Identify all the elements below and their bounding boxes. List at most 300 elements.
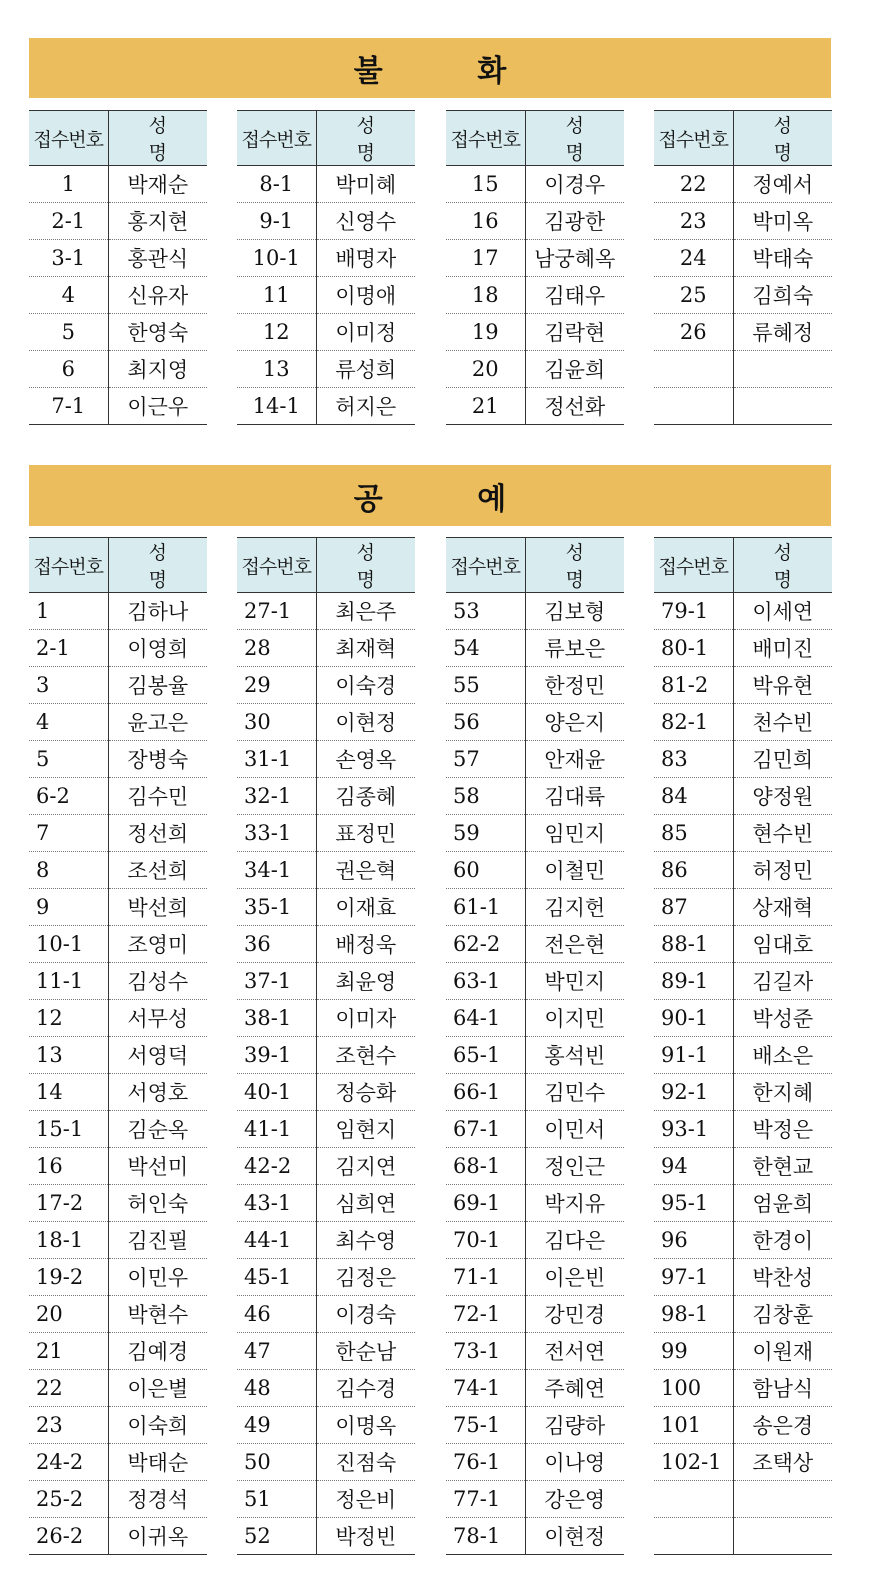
table-row: [446, 1444, 624, 1481]
bulhwa-table-2: [237, 110, 415, 425]
applicant-name: 서영덕: [108, 1037, 207, 1074]
table-row: [29, 1444, 207, 1481]
table-row: [446, 704, 624, 741]
receipt-number: 46: [237, 1296, 316, 1333]
applicant-name: 박정은: [733, 1111, 832, 1148]
table-row: [237, 1333, 415, 1370]
table-row: [237, 1444, 415, 1481]
table-row: [29, 1000, 207, 1037]
applicant-name: 송은경: [733, 1407, 832, 1444]
table-row: [654, 889, 832, 926]
table-row: [654, 1518, 832, 1555]
receipt-number: 10-1: [237, 240, 316, 277]
table-row: [446, 1148, 624, 1185]
applicant-name: 이세연: [733, 593, 832, 630]
applicant-name: 박지유: [525, 1185, 624, 1222]
applicant-name: 양정원: [733, 778, 832, 815]
applicant-name: 박찬성: [733, 1259, 832, 1296]
table-row: [237, 778, 415, 815]
table-row: [29, 203, 207, 240]
receipt-number: 11-1: [29, 963, 108, 1000]
applicant-name: 김수경: [316, 1370, 415, 1407]
table-row: [446, 815, 624, 852]
receipt-number: 1: [29, 593, 108, 630]
applicant-name: 강민경: [525, 1296, 624, 1333]
header-receipt-number: 접수번호: [654, 111, 733, 166]
receipt-number: 84: [654, 778, 733, 815]
table-row: [654, 1185, 832, 1222]
applicant-name: 김성수: [108, 963, 207, 1000]
receipt-number: 26: [654, 314, 733, 351]
applicant-name: 김량하: [525, 1407, 624, 1444]
table-row: [654, 203, 832, 240]
applicant-name: 엄윤희: [733, 1185, 832, 1222]
applicant-name: 박재순: [108, 166, 207, 203]
bulhwa-table-1: [29, 110, 207, 425]
receipt-number: 16: [29, 1148, 108, 1185]
receipt-number: 24: [654, 240, 733, 277]
table-row: [29, 1333, 207, 1370]
table-row: [446, 852, 624, 889]
receipt-number: 47: [237, 1333, 316, 1370]
receipt-number: 18-1: [29, 1222, 108, 1259]
applicant-name: 정선화: [525, 388, 624, 425]
applicant-name: 김창훈: [733, 1296, 832, 1333]
table-row: [654, 240, 832, 277]
table-row: [446, 277, 624, 314]
applicant-name: 안재윤: [525, 741, 624, 778]
applicant-name: 한영숙: [108, 314, 207, 351]
receipt-number: 1: [29, 166, 108, 203]
receipt-number: 22: [654, 166, 733, 203]
receipt-number: 8: [29, 852, 108, 889]
table-row: [237, 1037, 415, 1074]
table-row: [654, 667, 832, 704]
receipt-number: 68-1: [446, 1148, 525, 1185]
table-row: [29, 1222, 207, 1259]
applicant-name: 김지헌: [525, 889, 624, 926]
header-name: 성 명: [525, 111, 624, 166]
applicant-name: 박미혜: [316, 166, 415, 203]
table-row: [29, 1407, 207, 1444]
table-row: [446, 1370, 624, 1407]
table-row: [237, 166, 415, 203]
receipt-number: 62-2: [446, 926, 525, 963]
applicant-name: 김정은: [316, 1259, 415, 1296]
receipt-number: 11: [237, 277, 316, 314]
receipt-number: 23: [654, 203, 733, 240]
receipt-number: 80-1: [654, 630, 733, 667]
receipt-number: 59: [446, 815, 525, 852]
applicant-name: 김윤희: [525, 351, 624, 388]
table-row: [29, 1481, 207, 1518]
table-row: [446, 351, 624, 388]
receipt-number: 15-1: [29, 1111, 108, 1148]
table-row: [446, 963, 624, 1000]
table-row: [654, 852, 832, 889]
receipt-number: 72-1: [446, 1296, 525, 1333]
receipt-number: 14-1: [237, 388, 316, 425]
table-row: [654, 741, 832, 778]
header-name: 성 명: [108, 111, 207, 166]
table-row: [29, 1037, 207, 1074]
receipt-number: 5: [29, 314, 108, 351]
applicant-name: 이민우: [108, 1259, 207, 1296]
receipt-number: 40-1: [237, 1074, 316, 1111]
applicant-name: [733, 351, 832, 388]
applicant-name: 박현수: [108, 1296, 207, 1333]
table-row: [446, 1407, 624, 1444]
receipt-number: 49: [237, 1407, 316, 1444]
receipt-number: 17: [446, 240, 525, 277]
receipt-number: 4: [29, 277, 108, 314]
applicant-name: 김순옥: [108, 1111, 207, 1148]
gongye-table-1: [29, 537, 207, 1555]
receipt-number: 57: [446, 741, 525, 778]
table-row: [446, 667, 624, 704]
receipt-number: 15: [446, 166, 525, 203]
header-receipt-number: 접수번호: [29, 538, 108, 593]
receipt-number: 20: [446, 351, 525, 388]
table-row: [237, 351, 415, 388]
receipt-number: 38-1: [237, 1000, 316, 1037]
applicant-name: 조선희: [108, 852, 207, 889]
applicant-name: 정경석: [108, 1481, 207, 1518]
table-row: [446, 778, 624, 815]
receipt-number: 37-1: [237, 963, 316, 1000]
receipt-number: 9: [29, 889, 108, 926]
table-row: [29, 1296, 207, 1333]
applicant-name: 홍지현: [108, 203, 207, 240]
applicant-name: 김민수: [525, 1074, 624, 1111]
applicant-name: 김보형: [525, 593, 624, 630]
applicant-name: 이경우: [525, 166, 624, 203]
applicant-name: 류혜정: [733, 314, 832, 351]
applicant-name: 이경숙: [316, 1296, 415, 1333]
table-row: [237, 388, 415, 425]
table-row: [237, 1259, 415, 1296]
receipt-number: 92-1: [654, 1074, 733, 1111]
header-receipt-number: 접수번호: [29, 111, 108, 166]
table-row: [654, 277, 832, 314]
applicant-name: 허정민: [733, 852, 832, 889]
receipt-number: 6: [29, 351, 108, 388]
receipt-number: 22: [29, 1370, 108, 1407]
table-row: [446, 1000, 624, 1037]
receipt-number: 34-1: [237, 852, 316, 889]
table-row: [29, 277, 207, 314]
applicant-name: 이원재: [733, 1333, 832, 1370]
receipt-number: 55: [446, 667, 525, 704]
table-row: [29, 166, 207, 203]
table-row: [654, 1148, 832, 1185]
applicant-name: 박선희: [108, 889, 207, 926]
applicant-name: 허인숙: [108, 1185, 207, 1222]
applicant-name: 최수영: [316, 1222, 415, 1259]
table-row: [654, 815, 832, 852]
applicant-name: 서무성: [108, 1000, 207, 1037]
bulhwa-table-3: [446, 110, 624, 425]
receipt-number: 66-1: [446, 1074, 525, 1111]
receipt-number: 44-1: [237, 1222, 316, 1259]
table-row: [29, 704, 207, 741]
receipt-number: 41-1: [237, 1111, 316, 1148]
table-row: [237, 1518, 415, 1555]
table-row: [654, 1333, 832, 1370]
table-row: [237, 203, 415, 240]
receipt-number: 90-1: [654, 1000, 733, 1037]
receipt-number: 8-1: [237, 166, 316, 203]
header-row: [654, 111, 832, 166]
table-row: [654, 1000, 832, 1037]
table-row: [237, 963, 415, 1000]
table-row: [654, 1296, 832, 1333]
receipt-number: 99: [654, 1333, 733, 1370]
applicant-name: 이미자: [316, 1000, 415, 1037]
receipt-number: 20: [29, 1296, 108, 1333]
applicant-name: 천수빈: [733, 704, 832, 741]
receipt-number: 33-1: [237, 815, 316, 852]
applicant-name: 주혜연: [525, 1370, 624, 1407]
receipt-number: 83: [654, 741, 733, 778]
header-receipt-number: 접수번호: [446, 538, 525, 593]
applicant-name: 이명애: [316, 277, 415, 314]
table-row: [237, 277, 415, 314]
header-name: 성 명: [108, 538, 207, 593]
header-name: 성 명: [316, 111, 415, 166]
table-row: [654, 1074, 832, 1111]
receipt-number: 27-1: [237, 593, 316, 630]
applicant-name: 허지은: [316, 388, 415, 425]
table-row: [237, 240, 415, 277]
applicant-name: 박성준: [733, 1000, 832, 1037]
table-row: [446, 1185, 624, 1222]
applicant-name: 이은빈: [525, 1259, 624, 1296]
table-row: [654, 630, 832, 667]
receipt-number: 61-1: [446, 889, 525, 926]
applicant-name: 한정민: [525, 667, 624, 704]
applicant-name: [733, 388, 832, 425]
applicant-name: 최윤영: [316, 963, 415, 1000]
applicant-name: 강은영: [525, 1481, 624, 1518]
table-row: [446, 388, 624, 425]
applicant-name: 서영호: [108, 1074, 207, 1111]
applicant-name: 조택상: [733, 1444, 832, 1481]
table-row: [654, 388, 832, 425]
table-row: [654, 1481, 832, 1518]
receipt-number: 26-2: [29, 1518, 108, 1555]
receipt-number: 64-1: [446, 1000, 525, 1037]
table-row: [29, 778, 207, 815]
receipt-number: 4: [29, 704, 108, 741]
table-row: [654, 1222, 832, 1259]
receipt-number: 14: [29, 1074, 108, 1111]
receipt-number: 48: [237, 1370, 316, 1407]
header-name: 성 명: [316, 538, 415, 593]
applicant-name: 심희연: [316, 1185, 415, 1222]
applicant-name: 김길자: [733, 963, 832, 1000]
receipt-number: 21: [29, 1333, 108, 1370]
applicant-name: 한지혜: [733, 1074, 832, 1111]
applicant-name: 한경이: [733, 1222, 832, 1259]
applicant-name: [733, 1481, 832, 1518]
receipt-number: 79-1: [654, 593, 733, 630]
table-row: [654, 166, 832, 203]
applicant-name: 장병숙: [108, 741, 207, 778]
receipt-number: 3: [29, 667, 108, 704]
receipt-number: 32-1: [237, 778, 316, 815]
applicant-name: 이현정: [525, 1518, 624, 1555]
receipt-number: 36: [237, 926, 316, 963]
header-row: [446, 538, 624, 593]
receipt-number: 74-1: [446, 1370, 525, 1407]
receipt-number: 100: [654, 1370, 733, 1407]
gongye-table-4: [654, 537, 832, 1555]
receipt-number: 42-2: [237, 1148, 316, 1185]
header-row: [29, 111, 207, 166]
receipt-number: 10-1: [29, 926, 108, 963]
section-title-bulhwa: 불 화: [29, 38, 831, 98]
receipt-number: 12: [29, 1000, 108, 1037]
receipt-number: 19: [446, 314, 525, 351]
table-row: [237, 1481, 415, 1518]
table-row: [237, 630, 415, 667]
applicant-name: 이영희: [108, 630, 207, 667]
receipt-number: 81-2: [654, 667, 733, 704]
header-row: [237, 538, 415, 593]
table-row: [237, 1000, 415, 1037]
receipt-number: 70-1: [446, 1222, 525, 1259]
applicant-name: 최은주: [316, 593, 415, 630]
table-row: [654, 1111, 832, 1148]
table-row: [29, 314, 207, 351]
receipt-number: 101: [654, 1407, 733, 1444]
receipt-number: 2-1: [29, 203, 108, 240]
receipt-number: 91-1: [654, 1037, 733, 1074]
table-row: [237, 926, 415, 963]
table-row: [29, 1185, 207, 1222]
table-row: [29, 963, 207, 1000]
table-row: [29, 889, 207, 926]
table-row: [237, 593, 415, 630]
applicant-name: 전은현: [525, 926, 624, 963]
table-row: [29, 593, 207, 630]
table-row: [29, 667, 207, 704]
table-row: [29, 815, 207, 852]
receipt-number: 73-1: [446, 1333, 525, 1370]
receipt-number: 35-1: [237, 889, 316, 926]
table-row: [446, 1481, 624, 1518]
applicant-name: 이현정: [316, 704, 415, 741]
table-row: [237, 1185, 415, 1222]
applicant-name: 박민지: [525, 963, 624, 1000]
table-row: [654, 778, 832, 815]
gongye-table-3: [446, 537, 624, 1555]
applicant-name: 이은별: [108, 1370, 207, 1407]
applicant-name: 배소은: [733, 1037, 832, 1074]
header-row: [29, 538, 207, 593]
header-receipt-number: 접수번호: [446, 111, 525, 166]
applicant-name: 박태순: [108, 1444, 207, 1481]
table-row: [237, 1148, 415, 1185]
applicant-name: 김하나: [108, 593, 207, 630]
table-row: [446, 593, 624, 630]
applicant-name: 정선희: [108, 815, 207, 852]
applicant-name: 윤고은: [108, 704, 207, 741]
applicant-name: 진점숙: [316, 1444, 415, 1481]
applicant-name: 류보은: [525, 630, 624, 667]
header-name: 성 명: [525, 538, 624, 593]
table-row: [237, 1407, 415, 1444]
table-row: [446, 203, 624, 240]
applicant-name: 류성희: [316, 351, 415, 388]
applicant-name: 김종혜: [316, 778, 415, 815]
applicant-name: 손영옥: [316, 741, 415, 778]
header-receipt-number: 접수번호: [654, 538, 733, 593]
receipt-number: 60: [446, 852, 525, 889]
applicant-name: 김지연: [316, 1148, 415, 1185]
applicant-name: 김예경: [108, 1333, 207, 1370]
table-row: [446, 240, 624, 277]
gongye-table-2: [237, 537, 415, 1555]
applicant-name: 배미진: [733, 630, 832, 667]
receipt-number: [654, 1518, 733, 1555]
header-row: [237, 111, 415, 166]
receipt-number: 96: [654, 1222, 733, 1259]
table-row: [29, 1111, 207, 1148]
applicant-name: 홍관식: [108, 240, 207, 277]
applicant-name: 한순남: [316, 1333, 415, 1370]
receipt-number: 45-1: [237, 1259, 316, 1296]
receipt-number: 28: [237, 630, 316, 667]
table-row: [237, 815, 415, 852]
applicant-name: 신유자: [108, 277, 207, 314]
table-row: [237, 1296, 415, 1333]
table-row: [654, 1407, 832, 1444]
table-row: [446, 889, 624, 926]
receipt-number: 13: [29, 1037, 108, 1074]
applicant-name: 양은지: [525, 704, 624, 741]
applicant-name: 정은비: [316, 1481, 415, 1518]
applicant-name: 이숙경: [316, 667, 415, 704]
receipt-number: 97-1: [654, 1259, 733, 1296]
receipt-number: 24-2: [29, 1444, 108, 1481]
table-row: [29, 1074, 207, 1111]
receipt-number: 86: [654, 852, 733, 889]
receipt-number: 13: [237, 351, 316, 388]
receipt-number: 5: [29, 741, 108, 778]
receipt-number: 30: [237, 704, 316, 741]
receipt-number: 12: [237, 314, 316, 351]
header-receipt-number: 접수번호: [237, 111, 316, 166]
receipt-number: [654, 1481, 733, 1518]
applicant-name: 표정민: [316, 815, 415, 852]
receipt-number: 39-1: [237, 1037, 316, 1074]
table-row: [654, 1370, 832, 1407]
applicant-name: 이근우: [108, 388, 207, 425]
table-row: [654, 926, 832, 963]
applicant-name: 박유현: [733, 667, 832, 704]
table-row: [446, 166, 624, 203]
applicant-name: 조현수: [316, 1037, 415, 1074]
receipt-number: 69-1: [446, 1185, 525, 1222]
table-row: [237, 667, 415, 704]
table-row: [237, 1370, 415, 1407]
receipt-number: 93-1: [654, 1111, 733, 1148]
table-row: [237, 704, 415, 741]
receipt-number: 53: [446, 593, 525, 630]
applicant-name: 남궁혜옥: [525, 240, 624, 277]
